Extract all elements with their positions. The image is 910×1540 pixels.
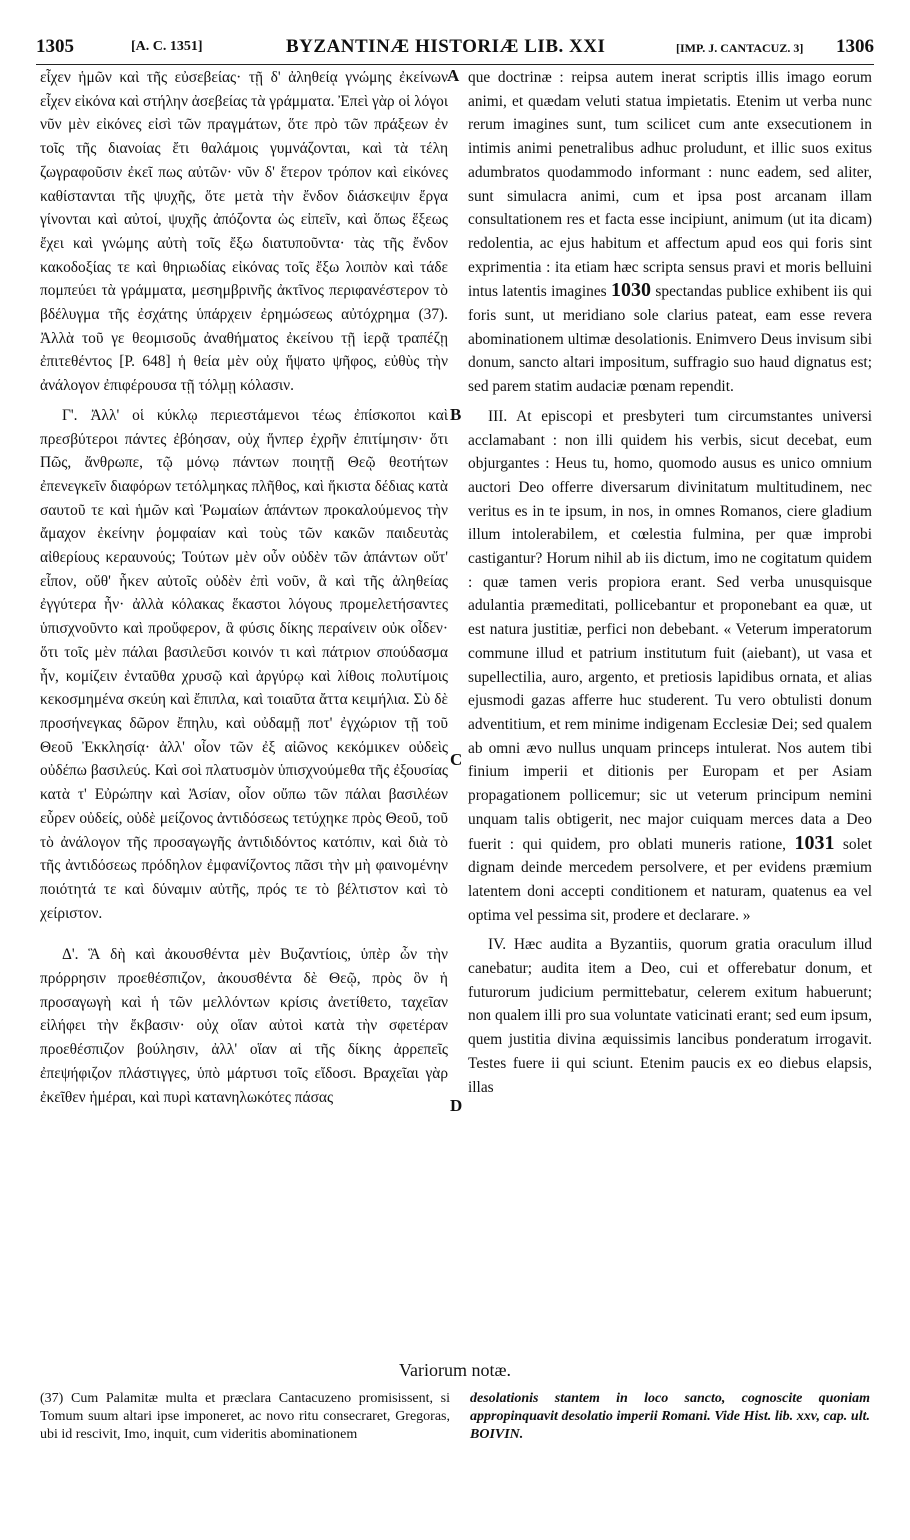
greek-column bbox=[40, 66, 448, 1109]
margin-letter-d: D bbox=[450, 1096, 463, 1115]
greek-paragraph-2: Γ'. Ἀλλ' οἱ κύκλῳ περιεστάμενοι τέως ἐπίσκοποι καὶ πρεσβύτεροι πάντες ἐβόησαν, οὐχ ἥνπερ ἐχρῆν ἐπιτίμησιν· ὅτι Πῶς, ἄνθρωπε, τῷ μόνῳ πάντων ποιητῇ Θεῷ θεοτήτων ἐπενεγκεῖν διαφόρων τετόλμηκας πλῆθος, καὶ ἥκιστα δέδιας κατὰ σαυτοῦ τε καὶ ἡμῶν καὶ Ῥωμαίων ἁπάντων προκαλούμενος τὴν ἄμαχον ἐκείνην ῥομφαίαν καὶ τοὺς τῶν κακῶν παιδευτὰς αἰθερίους κεραυνούς; Τούτων μὲν οὖν οὐδὲν τῶν ἁπάντων οὔτ' εἶπον, οὔθ' ἧκεν αὐτοῖς οὐδὲν ἐπὶ νοῦν, ἃ καὶ τῆς ἀληθείας ἐγγύτερα ἦν· ἀλλὰ κόλακας ἕκαστοι λόγους προμελετήσαντες ὑπισχνοῦντο καὶ προὔφερον, ἃ φύσις δίκης περαίνειν οὐκ οἶδεν· ὅτι τοῖς μὲν πάλαι βασιλεῦσι κοινόν τι καὶ πάτριον σπούδασμα ἦν, κομίζειν ἐνταῦθα χρυσῷ καὶ ἀργύρῳ καὶ λίθοις πολυτίμοις κεκοσμημένα σκεύη καὶ ἔπιπλα, καὶ τοιαῦτα ἄττα κειμήλια. Σὺ δὲ προσήνεγκας δῶρον ἔπηλυ, καὶ οὐδαμῇ ποτ' ἐγχώριον τῇ τοῦ Θεοῦ Ἐκκλησίᾳ· ἀλλ' οἷον τῶν ἐξ αἰῶνος κεκόμικεν οὐδεὶς οὐδέπω βασιλεύς. Καὶ σοὶ πλατυσμὸν ὑπισχνούμεθα τῆς ἐξουσίας κατὰ τ' Εὐρώπην καὶ Ἀσίαν, οἷον οὔπω τῶν πάλαι βασιλέων εὗρεν οὐδείς, οὐδὲ μείζονος ἀντιδόσεως τετύχηκε πρὸς Θεοῦ, τοῦ τὸ ἀνάλογον τῆς προσαγωγῆς ἀντιδιδόντος κατόπιν, καὶ διὰ τὸ τῆς ἀντιδόσεως πρόδηλον ἐμφανίζοντος πᾶσι τὴν μὴ φαινομένην ποιότητά τε καὶ δύναμιν αὐτῆς, πρός τε τὸ βέλτιστον καὶ τὸ χείριστον. bbox=[40, 406, 448, 922]
column-number-1031: 1031 bbox=[794, 831, 835, 854]
running-title: BYZANTINÆ HISTORIÆ LIB. XXI bbox=[286, 36, 606, 57]
latin-column bbox=[468, 66, 872, 1099]
notes-heading: Variorum notæ. bbox=[399, 1360, 511, 1380]
margin-letter-b: B bbox=[450, 405, 462, 424]
latin-paragraph-1 bbox=[468, 66, 872, 399]
margin-letter-c: C bbox=[450, 750, 463, 769]
latin-paragraph-2-text: III. At episcopi et presbyteri tum circumstantes universi acclamabant : non illi quidem his verbis, sicut decebat, eum objurgantes : Heus tu, homo, quomodo ausus es unico omnium auctori Deo offerre diversarum divinitatum multitudinem, nec veritus es in te ipsum, in nos, in omnes Romanos, ciere gladium illum intolerabilem, et cœlestia fulmina, per quæ improbi castigantur? Horum nihil ab iis dictum, imo ne cogitatum quidem : quæ tamen veris propiora erant. Sed verba unusquisque adulantia præmeditati, pollicebantur et proponebant ea quæ, ut est natura justitiæ, perfici non debebant. « Veterum imperatorum commune illud et patrium institutum fuit (aiebant), ut vasa et supellectilia, auro, argento, et pretiosis lapidibus ornata, et alias ejusmodi gazas afferre huc studerent. Tu vero obtulisti donum adventitium, et rem minime indigenam Ecclesiæ Dei; sed qualem ab omni ævo nullus unquam princeps intulerat. Nos autem tibi finium imperii et ditionis per Europam et per Asiam propagationem pollicemur; sic ut veterum principum nemini unquam talis obtigerit, nec major cuiquam merces data a Deo fuerit : qui quidem, pro oblati muneris ratione, bbox=[468, 407, 872, 853]
margin-letter-a: A bbox=[447, 66, 460, 85]
latin-paragraph-2-cont: solet dignam deinde mercedem persolvere, et per evidens præmium latentem doni accepti conditionem et naturam, quatenus ea vel optima vel pessima sit, prodere et declarare. » bbox=[468, 835, 872, 924]
latin-paragraph-1-text: que doctrinæ : reipsa autem inerat scriptis illis imago eorum animi, et quædam veluti statua impietatis. Etenim ut verba nunc rerum imagines sunt, tum scilicet cum ante exsecutionem in intimis animi penetralibus adhuc proludunt, et illic suos exitus adumbratos quodammodo informant : nunc eadem, sed aliter, sunt simulacra animi, cum et ipsa post arcanam illam consultationem res et facta esse incipiunt, animum (ut ita dicam) redolentia, ac ejus habitum et affectum apud eos qui foris sint exprimentia : ita etiam hæc scripta sensus pravi et moris belluini intus latentis imagines bbox=[468, 69, 872, 301]
note-text-left: (37) Cum Palamitæ multa et præclara Cantacuzeno promisissent, si Tomum suum altari ipse imponeret, ac novo ritu consecraret, Gregoras, ubi id rescivit, Imo, inquit, cum videritis abominationem bbox=[40, 1391, 450, 1442]
emperor-marker: [IMP. J. CANTACUZ. 3] bbox=[676, 41, 804, 55]
page-number-left: 1305 bbox=[36, 36, 74, 57]
year-marker: [A. C. 1351] bbox=[131, 39, 203, 54]
running-header bbox=[36, 34, 874, 65]
latin-paragraph-3: IV. Hæc audita a Byzantiis, quorum gratia oraculum illud canebatur; audita item a Deo, cui et offerebatur donum, et futurorum judicium permittebatur, celerem exitum habuerunt; non qualem illi pro sua voluntate vaticinati erant; sed eum ipsum, quem justitia divina æquissimis lancibus ponderatum irrogavit. Testes fuere ii qui sciunt. Etenim paucis ex eo diebus elapsis, illas bbox=[468, 936, 872, 1096]
page-number-right: 1306 bbox=[836, 36, 874, 57]
greek-paragraph-3: Δ'. Ἃ δὴ καὶ ἀκουσθέντα μὲν Βυζαντίοις, ὑπὲρ ὧν τὴν πρόρρησιν προεθέσπιζον, ἀκουσθέντα δὲ Θεῷ, πρὸς ὃν ἡ προσαγωγὴ καὶ ἡ τῶν μελλόντων κρίσις ἀνετίθετο, ταχεῖαν εἰλήφει τὴν ἔκβασιν· οὐχ οἵαν αὐτοὶ κατὰ τὴν σφετέραν προεθέσπιζον βούλησιν, ἀλλ' οἵαν αἱ τῆς δίκης ἀρρεπεῖς ἐπεψήφιζον πλάστιγγες, ὑπὸ μάρτυσι τοῖς εἴδοσι. Βραχεῖαι γὰρ ἐκεῖθεν ἡμέραι, καὶ πυρὶ κατανηλωκότες πάσας bbox=[40, 946, 448, 1106]
note-text-right: desolationis stantem in loco sancto, cognoscite quoniam appropinquavit desolatio imperii Romani. Vide Hist. lib. xxv, cap. ult. BOIVIN. bbox=[470, 1391, 870, 1442]
greek-paragraph-1: εἶχεν ἡμῶν καὶ τῆς εὐσεβείας· τῇ δ' ἀληθείᾳ γνώμης ἐκείνων εἶχεν εἰκόνα καὶ στήλην ἀσεβείας τὰ γράμματα. Ἐπεὶ γὰρ οἱ λόγοι νῦν μὲν εἰκόνες εἰσὶ τῶν πραγμάτων, ὅτε πρὸ τῶν πράξεων ἐν τοῖς τῆς διανοίας ἔτι θαλάμοις γυμνάζονται, καὶ τὰ τέλη ζωγραφοῦσιν ἐκεῖ πως αὐτῶν· νῦν δ' ἕτερον τρόπον καὶ εἰκόνες καθίστανται τῆς ψυχῆς, ὅτε μετὰ τὴν ἔνδον διάσκεψιν ἔργα γίνονται καὶ αὐτοί, ψυχῆς ἀπόζοντα ὡς εἰπεῖν, καὶ ὅπως ἕξεως ἔχει καὶ γνώμης αὐτὴ τοῖς ἔξω διατυποῦντα· τὰς τῆς ἔνδον κακοδοξίας τε καὶ θηριωδίας εἰκόνας τοῖς ἔξω λοιπὸν καὶ τάδε πομπεύει τὰ γράμματα, μεσημβρινῆς ἀκτῖνος περιφανέστερον τὸ βδέλυγμα τῆς ἐσχάτης ὑπάρχειν ἐρημώσεως αὐτόχρημα (37). Ἀλλὰ τοῦ γε θεομισοῦς ἀναθήματος ἐκείνου τῇ ἱερᾷ τραπέζῃ ἐπιτεθέντος [P. 648] ἡ θεία μὲν οὐχ ἥψατο ψῆφος, εὐθὺς τὴν ἀνάλογον ἐπιφέρουσα τῇ τόλμῃ κόλασιν. bbox=[40, 69, 448, 395]
latin-paragraph-2 bbox=[468, 405, 872, 927]
latin-paragraph-1-cont: spectandas publice exhibent iis qui foris sunt, ut meridiano sole clarius pateat, eam esse revera abominationem ultimæ desolationis. Enimvero Deus invisum sibi donum, sancto altari impositum, suffragio suo haud dignatus est; sed parem statim audaciæ pœnam rependit. bbox=[468, 283, 872, 396]
column-number-1030: 1030 bbox=[611, 279, 652, 302]
